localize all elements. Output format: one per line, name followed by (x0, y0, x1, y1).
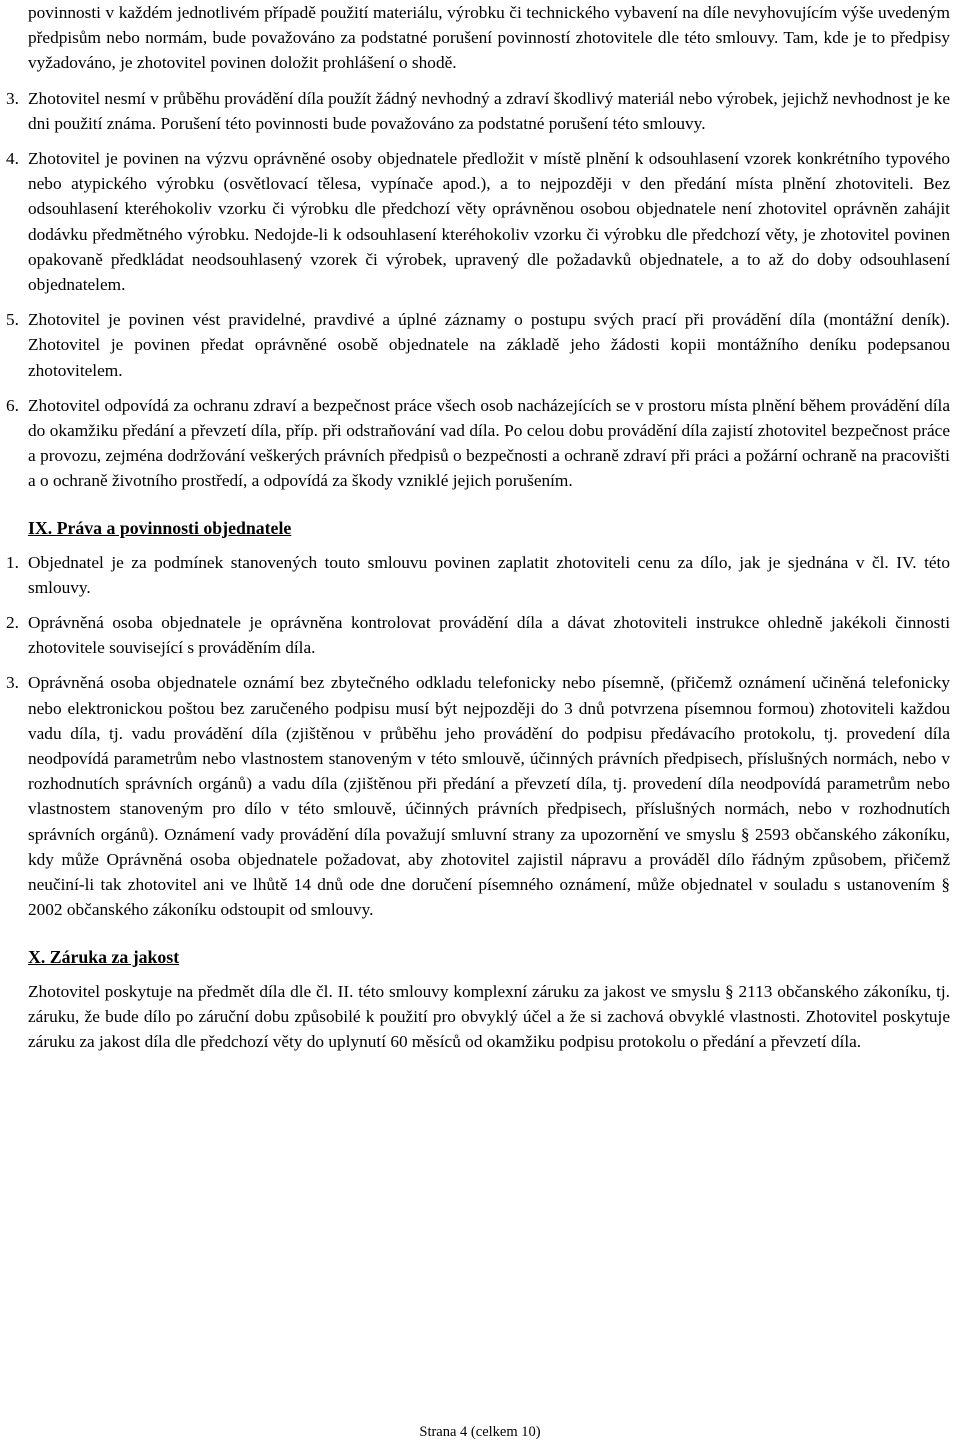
item-text: Objednatel je za podmínek stanovených touto smlouvu povinen zaplatit zhotoviteli cenu za dílo, jak je sjednána v čl. IV. této smlouvy. (28, 552, 950, 597)
page-footer: Strana 4 (celkem 10) (419, 1424, 541, 1440)
item-number: 3. (6, 88, 19, 108)
continuation-paragraph: povinnosti v každém jednotlivém případě použití materiálu, výrobku či technického vybavení na díle nevyhovujícím výše uvedeným předpisům nebo normám, bude považováno za podstatné porušení povinností zhotovitele dle této smlouvy. Tam, kde je to předpisy vyžadováno, je zhotovitel povinen doložit prohlášení o shodě. (28, 3, 950, 73)
item-number: 5. (6, 310, 19, 330)
warranty-paragraph: Zhotovitel poskytuje na předmět díla dle čl. II. této smlouvy komplexní záruku za jakost ve smyslu § 2113 občanského zákoníku, tj. záruku, že bude dílo po záruční dobu způsobilé k použití pro obvyklý účel a že si zachová obvyklé vlastnosti. Zhotovitel poskytuje záruku za jakost díla dle předchozí věty do uplynutí 60 měsíců od okamžiku podpisu protokolu o předání a převzetí díla. (28, 981, 950, 1051)
page-content (6, 0, 950, 1054)
section-heading-x: X. Záruka za jakost (28, 946, 180, 967)
section-ix-list (6, 550, 950, 923)
item-text: Zhotovitel je povinen vést pravidelné, pravdivé a úplné záznamy o postupu svých prací při provádění díla (montážní deník). Zhotovitel je povinen předat oprávněné osobě objednatele na základě jeho žádosti kopii montážního deníku podepsanou zhotovitelem. (28, 310, 950, 380)
item-text: Oprávněná osoba objednatele oznámí bez zbytečného odkladu telefonicky nebo písemně, (přičemž oznámení učiněná telefonicky nebo elektronickou poštou bez zaručeného podpisu musí být nejpozději do 3 dnů potvrzena písemnou formou) zhotoviteli každou vadu díla, tj. vadu provádění díla (zjištěnou v průběhu jeho provádění do podpisu předávacího protokolu, tj. provedení díla neodpovídá parametrům nebo vlastnostem stanoveným v této smlouvě, účinných právních předpisech, příslušných normách, nebo v rozhodnutích správních orgánů) a vadu díla (zjištěnou při předání a převzetí díla, tj. provedení díla neodpovídá parametrům nebo vlastnostem stanoveným pro dílo v této smlouvě, účinných právních předpisech, příslušných normách, nebo v rozhodnutích správních orgánů). Oznámení vady provádění díla považují smluvní strany za upozornění ve smyslu § 2593 občanského zákoníku, kdy může Oprávněná osoba objednatele požadovat, aby zhotovitel zajistil nápravu a prováděl dílo řádným způsobem, přičemž neučiní-li tak zhotovitel ani ve lhůtě 14 dnů ode dne doručení písemného oznámení, může objednatel v souladu s ustanovením § 2002 občanského zákoníku odstoupit od smlouvy. (28, 673, 950, 920)
list-item (6, 307, 950, 383)
list-item (6, 146, 950, 297)
item-text: Zhotovitel odpovídá za ochranu zdraví a bezpečnost práce všech osob nacházejících se v prostoru místa plnění během provádění díla do okamžiku předání a převzetí díla, příp. při odstraňování vad díla. Po celou dobu provádění díla zajistí zhotovitel bezpečnost práce a provozu, zejména dodržování veškerých právních předpisů o bezpečnosti a ochraně zdraví při práci a požární ochraně na pracovišti a o ochraně životního prostředí, a odpovídá za škody vzniklé jejich porušením. (28, 395, 950, 491)
section-viii-list (6, 86, 950, 494)
list-item (6, 670, 950, 922)
item-number: 6. (6, 395, 19, 415)
list-item (6, 550, 950, 600)
list-item (6, 86, 950, 136)
item-number: 2. (6, 613, 19, 633)
item-text: Oprávněná osoba objednatele je oprávněna kontrolovat provádění díla a dávat zhotoviteli instrukce ohledně jakékoli činnosti zhotovitele související s prováděním díla. (28, 613, 950, 658)
list-item (6, 610, 950, 660)
item-text: Zhotovitel nesmí v průběhu provádění díla použít žádný nevhodný a zdraví škodlivý materiál nebo výrobek, jejichž nevhodnost je ke dni použití známa. Porušení této povinnosti bude považováno za podstatné porušení této smlouvy. (28, 88, 950, 133)
item-text: Zhotovitel je povinen na výzvu oprávněné osoby objednatele předložit v místě plnění k odsouhlasení vzorek konkrétního typového nebo atypického výrobku (osvětlovací tělesa, vypínače apod.), a to nejpozději v den předání místa plnění zhotoviteli. Bez odsouhlasení kteréhokoliv vzorku či výrobku dle předchozí věty oprávněnou osobou objednatele není zhotovitel oprávněn zahájit dodávku předmětného výrobku. Nedojde-li k odsouhlasení kteréhokoliv vzorku či výrobku dle předchozí věty, je zhotovitel povinen opakovaně předkládat neodsouhlasený vzorek či výrobek, upravený dle požadavků objednatele, a to až do doby odsouhlasení objednatelem. (28, 149, 950, 295)
item-number: 4. (6, 149, 19, 169)
list-item (6, 393, 950, 494)
item-number: 3. (6, 673, 19, 693)
section-heading-ix: IX. Práva a povinnosti objednatele (28, 517, 292, 538)
item-number: 1. (6, 552, 19, 572)
